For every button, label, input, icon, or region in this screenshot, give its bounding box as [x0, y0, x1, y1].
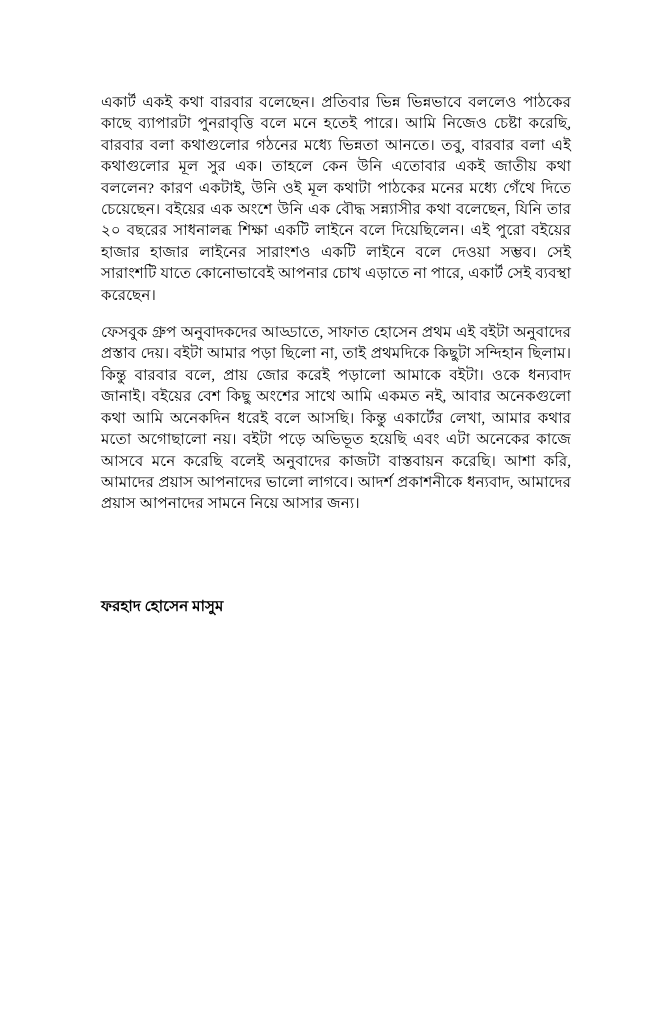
- paragraph-1: একার্ট একই কথা বারবার বলেছেন। প্রতিবার ভিন্ন ভিন্নভাবে বললেও পাঠকের কাছে ব্যাপারটা পুনরাবৃত্তি বলে মনে হতেই পারে। আমি নিজেও চেষ্টা করেছি, বারবার বলা কথাগুলোর গঠনের মধ্যে ভিন্নতা আনতে। তবু, বারবার বলা এই কথাগুলোর মূল সুর এক। তাহলে কেন উনি এতোবার একই জাতীয় কথা বললেন? কারণ একটাই, উনি ওই মূল কথাটা পাঠকের মনের মধ্যে গেঁথে দিতে চেয়েছেন। বইয়ের এক অংশে উনি এক বৌদ্ধ সন্ন্যাসীর কথা বলেছেন, যিনি তার ২০ বছরের সাধনালব্ধ শিক্ষা একটি লাইনে বলে দিয়েছিলেন। এই পুরো বইয়ের হাজার হাজার লাইনের সারাংশও একটি লাইনে বলে দেওয়া সম্ভব। সেই সারাংশটি যাতে কোনোভাবেই আপনার চোখ এড়াতে না পারে, একার্ট সেই ব্যবস্থা করেছেন।: [101, 94, 571, 304]
- body-text-block: [101, 92, 571, 515]
- author-signature: ফরহাদ হোসেন মাসুম: [101, 598, 224, 615]
- paragraph-2: ফেসবুক গ্রুপ অনুবাদকদের আড্ডাতে, সাফাত হোসেন প্রথম এই বইটা অনুবাদের প্রস্তাব দেয়। বইটা আমার পড়া ছিলো না, তাই প্রথমদিকে কিছুটা সন্দিহান ছিলাম। কিন্তু বারবার বলে, প্রায় জোর করেই পড়ালো আমাকে বইটা। ওকে ধন্যবাদ জানাই। বইয়ের বেশ কিছু অংশের সাথে আমি একমত নই, আবার অনেকগুলো কথা আমি অনেকদিন ধরেই বলে আসছি। কিন্তু একার্টের লেখা, আমার কথার মতো অগোছালো নয়। বইটা পড়ে অভিভূত হয়েছি এবং এটা অনেকের কাজে আসবে মনে করেছি বলেই অনুবাদের কাজটা বাস্তবায়ন করেছি। আশা করি, আমাদের প্রয়াস আপনাদের ভালো লাগবে। আদর্শ প্রকাশনীকে ধন্যবাদ, আমাদের প্রয়াস আপনাদের সামনে নিয়ে আসার জন্য।: [101, 324, 571, 513]
